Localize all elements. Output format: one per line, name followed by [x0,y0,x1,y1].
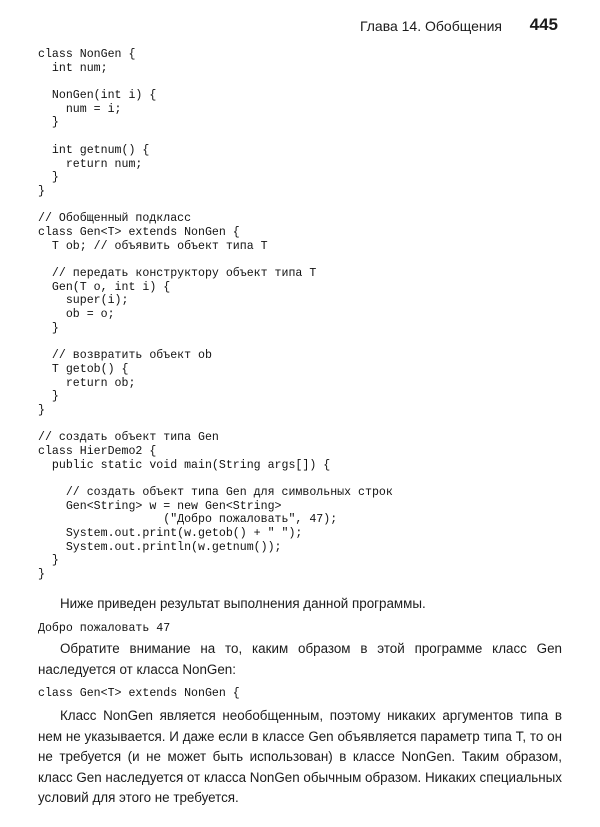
code-line: T ob; // объявить объект типа T [38,239,268,253]
code-line [38,335,393,349]
code-line: } [38,403,45,417]
code-line [38,75,393,89]
code-listing [38,48,393,582]
program-output: Добро пожаловать 47 [38,622,171,635]
code-line: ("Добро пожаловать", 47); [38,513,338,527]
page-header [0,14,600,40]
code-line: return ob; [38,376,136,390]
code-line: // возвратить объект ob [38,349,212,363]
class-declaration-code: class Gen<T> extends NonGen { [38,687,240,700]
explanation-paragraph: Класс NonGen является необобщенным, поэтому никаких аргументов типа в нем не указывается. И даже если в классе Gen объявляется параметр типа T, то он не требуется (и не может быть использован) в классе NonGen. Таким образом, класс Gen наследуется от класса NonGen обычным образом. Никаких специальных условий для этого не требуется. [38,708,562,805]
code-line [38,199,393,213]
code-line: System.out.println(w.getnum()); [38,540,282,554]
code-line: } [38,321,59,335]
code-line: } [38,390,59,404]
code-line: return num; [38,157,143,171]
code-line: Gen(T o, int i) { [38,280,171,294]
code-line: ob = o; [38,308,115,322]
code-line: } [38,184,45,198]
code-line: System.out.print(w.getob() + " "); [38,527,303,541]
code-line [38,472,393,486]
code-line [38,418,393,432]
output-intro-paragraph: Ниже приведен результат выполнения данной программы. [60,596,426,611]
code-line: NonGen(int i) { [38,89,157,103]
code-line: // создать объект типа Gen [38,431,219,445]
code-line: } [38,116,59,130]
inheritance-paragraph: Обратите внимание на то, каким образом в этой программе класс Gen наследуется от класса NonGen: [38,641,562,677]
code-line: Gen<String> w = new Gen<String> [38,499,282,513]
code-line: class HierDemo2 { [38,444,157,458]
code-line: super(i); [38,294,129,308]
code-line [38,253,393,267]
code-line [38,130,393,144]
code-line: int num; [38,61,108,75]
code-line: } [38,554,59,568]
code-line: class Gen<T> extends NonGen { [38,225,240,239]
code-line: } [38,568,45,582]
chapter-title: Глава 14. Обобщения [359,18,502,34]
code-line: num = i; [38,102,122,116]
code-line: } [38,171,59,185]
code-line: // создать объект типа Gen для символьных строк [38,486,393,499]
code-line: // передать конструктору объект типа T [38,267,317,280]
code-line: int getnum() { [38,143,150,157]
code-line: // Обобщенный подкласс [38,212,192,226]
page-number: 445 [529,15,558,34]
code-line: T getob() { [38,362,129,376]
code-line: class NonGen { [38,48,136,61]
code-line: public static void main(String args[]) { [38,458,331,472]
